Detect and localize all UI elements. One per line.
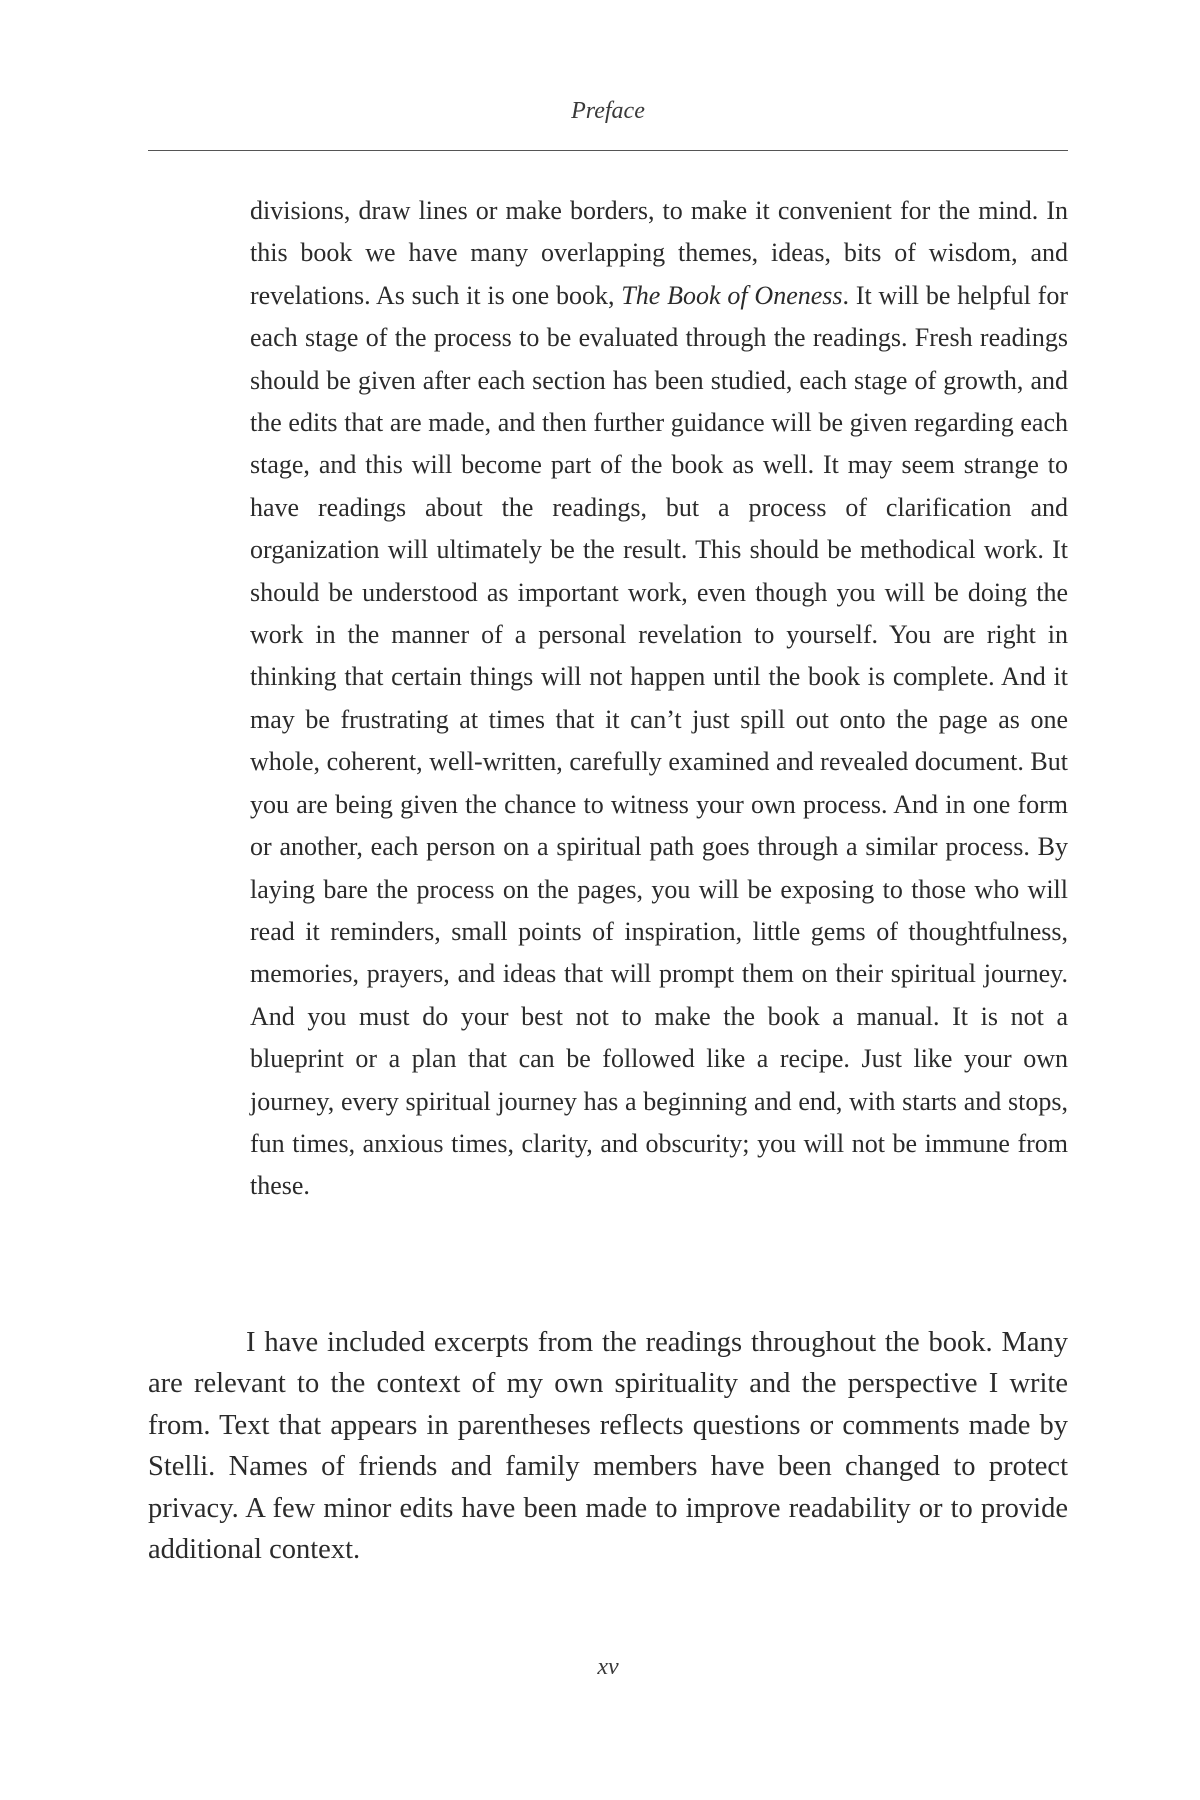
book-title-italic: The Book of Oneness xyxy=(621,280,843,310)
excerpt-text-part-1: divisions, draw lines or make borders, to make it convenient for the mind. In this book we have many overlapping themes, ideas, bits of wisdom, and revelations. As such it is one book, xyxy=(250,196,1068,310)
running-head-title: Preface xyxy=(571,98,645,124)
indented-reading-excerpt xyxy=(250,190,1068,1208)
header-rule xyxy=(148,150,1068,151)
body-paragraph: I have included excerpts from the readings throughout the book. Many are relevant to the context of my own spirituality and the perspective I write from. Text that appears in parentheses reflects questions or comments made by Stelli. Names of friends and family members have been changed to protect privacy. A few minor edits have been made to improve readability or to provide additional context. xyxy=(148,1327,1068,1566)
excerpt-text-part-2: . It will be helpful for each stage of the process to be evaluated through the readings. Fresh readings should be given after each section has been studied, each stage of growth, and the edits that are made, and then further guidance will be given regarding each stage, and this will become part of the book as well. It may seem strange to have readings about the readings, but a process of clarification and organization will ultimately be the result. This should be methodical work. It should be understood as important work, even though you will be doing the work in the manner of a personal revelation to yourself. You are right in thinking that certain things will not happen until the book is complete. And it may be frustrating at times that it can’t just spill out onto the page as one whole, coherent, well-written, carefully examined and revealed document. But you are being given the chance to witness your own process. And in one form or another, each person on a spiritual path goes through a similar process. By laying bare the process on the pages, you will be exposing to those who will read it reminders, small points of inspiration, little gems of thoughtfulness, memories, prayers, and ideas that will prompt them on their spiritual journey. And you must do your best not to make the book a manual. It is not a blueprint or a plan that can be followed like a recipe. Just like your own journey, every spiritual journey has a beginning and end, with starts and stops, fun times, anxious times, clarity, and obscurity; you will not be immune from these. xyxy=(250,280,1068,1201)
page-number: xv xyxy=(597,1654,619,1680)
excerpt-paragraph xyxy=(250,190,1068,1208)
body-text xyxy=(148,1322,1068,1570)
